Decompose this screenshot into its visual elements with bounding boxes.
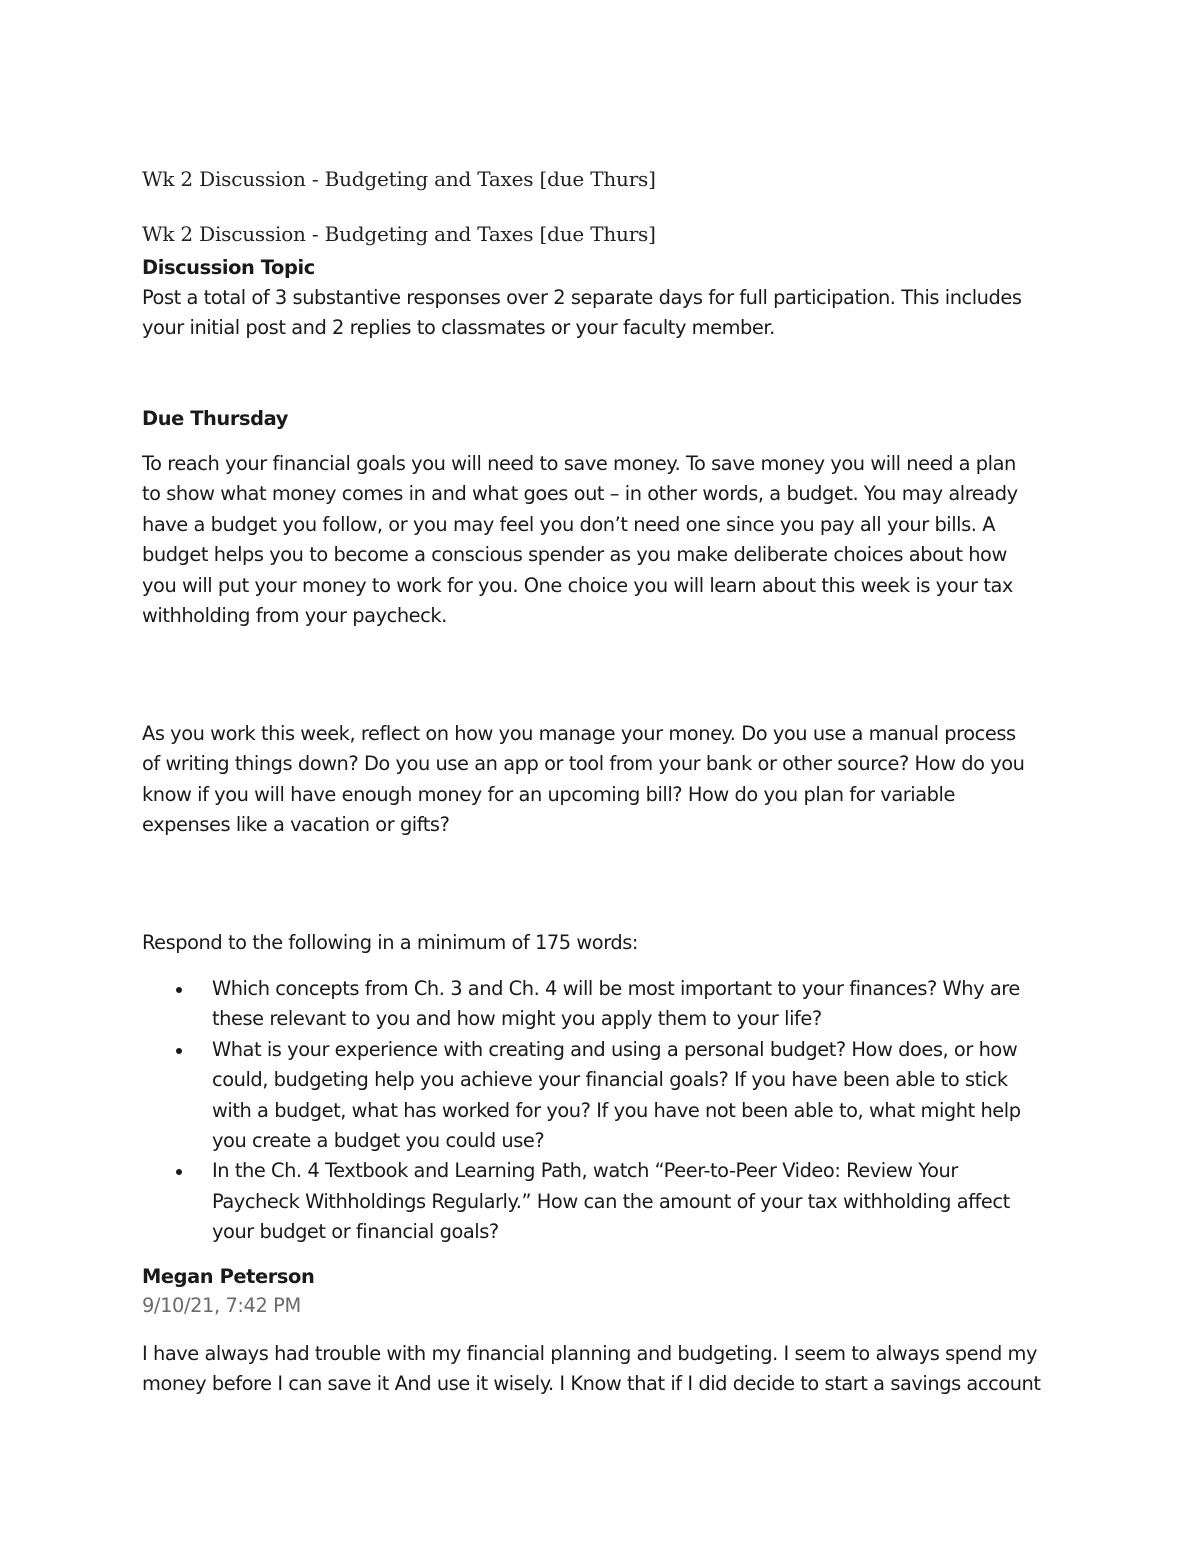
list-item [142, 974, 1072, 1035]
discussion-title: Wk 2 Discussion - Budgeting and Taxes [due Thurs] [142, 222, 656, 246]
list-item-line: could, budgeting help you achieve your financial goals? If you have been able to stick [212, 1068, 1008, 1092]
paragraph-line: budget helps you to become a conscious spender as you make deliberate choices about how [142, 543, 1007, 567]
intro-line: Post a total of 3 substantive responses over 2 separate days for full participation. This includes [142, 286, 1022, 309]
intro-line: your initial post and 2 replies to classmates or your faculty member. [142, 316, 775, 340]
list-item-line: Paycheck Withholdings Regularly.” How can the amount of your tax withholding affect [212, 1189, 1010, 1213]
reply-line: money before I can save it And use it wisely. I Know that if I did decide to start a savings account [142, 1372, 1041, 1396]
page-title: Wk 2 Discussion - Budgeting and Taxes [due Thurs] [142, 167, 656, 191]
paragraph-line: expenses like a vacation or gifts? [142, 813, 450, 837]
paragraph-line: As you work this week, reflect on how you manage your money. Do you use a manual process [142, 722, 1016, 745]
paragraph-budget [142, 449, 1072, 631]
bullet-dot-icon [176, 987, 182, 993]
bullet-dot-icon [176, 1169, 182, 1175]
reply-author: Megan Peterson [142, 1265, 315, 1288]
bullet-dot-icon [176, 1048, 182, 1054]
list-item-line: In the Ch. 4 Textbook and Learning Path, watch “Peer-to-Peer Video: Review Your [212, 1159, 958, 1183]
paragraph-line: to show what money comes in and what goes out – in other words, a budget. You may already [142, 482, 1018, 506]
list-item [142, 1156, 1072, 1247]
paragraph-line: have a budget you follow, or you may feel you don’t need one since you pay all your bills. A [142, 512, 996, 536]
list-item [142, 1035, 1072, 1157]
paragraph-line: To reach your financial goals you will need to save money. To save money you will need a plan [142, 452, 1016, 475]
topic-heading: Discussion Topic [142, 256, 315, 279]
list-item-line: Which concepts from Ch. 3 and Ch. 4 will be most important to your finances? Why are [212, 977, 1020, 1000]
reply-line: I have always had trouble with my financial planning and budgeting. I seem to always spend my [142, 1342, 1038, 1365]
reply-body [142, 1339, 1072, 1400]
paragraph-line: of writing things down? Do you use an app or tool from your bank or other source? How do you [142, 752, 1025, 776]
paragraph-line: withholding from your paycheck. [142, 604, 447, 628]
list-item-line: these relevant to you and how might you apply them to your life? [212, 1007, 822, 1031]
prompt-list [142, 974, 1072, 1248]
paragraph-reflect [142, 719, 1072, 841]
list-item-line: What is your experience with creating and using a personal budget? How does, or how [212, 1037, 1018, 1061]
respond-intro-line: Respond to the following in a minimum of 175 words: [142, 931, 638, 954]
paragraph-line: you will put your money to work for you. One choice you will learn about this week is your tax [142, 573, 1013, 597]
respond-intro [142, 928, 1072, 958]
list-item-line: with a budget, what has worked for you? If you have not been able to, what might help [212, 1098, 1021, 1122]
list-item-line: you create a budget you could use? [212, 1129, 545, 1153]
intro-paragraph [142, 283, 1072, 344]
reply-timestamp: 9/10/21, 7:42 PM [142, 1294, 301, 1317]
paragraph-line: know if you will have enough money for an upcoming bill? How do you plan for variable [142, 782, 955, 806]
list-item-line: your budget or financial goals? [212, 1220, 499, 1244]
due-heading: Due Thursday [142, 407, 288, 430]
